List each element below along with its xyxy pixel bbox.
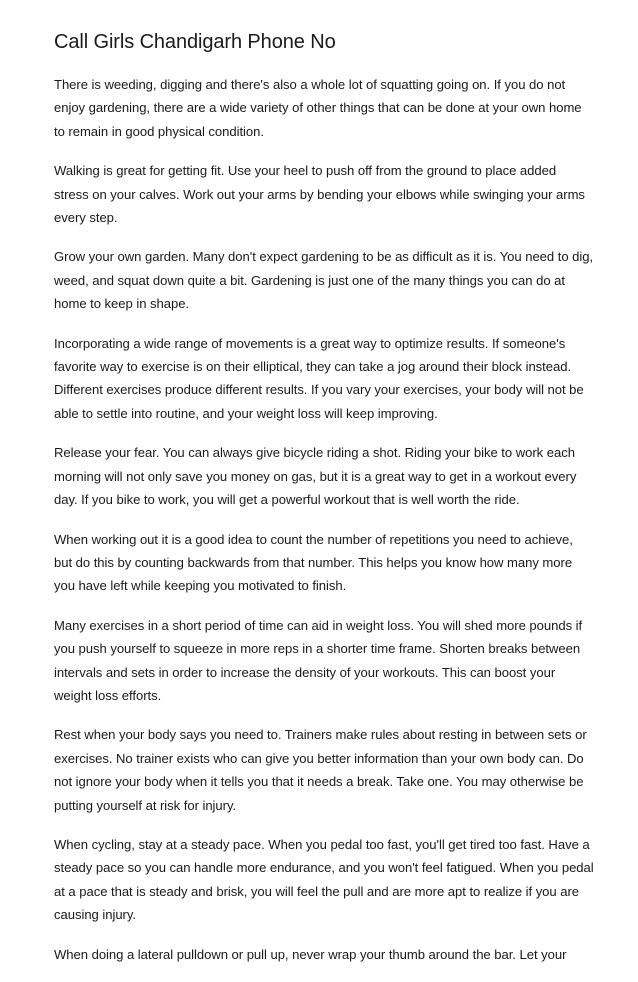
paragraph-5: Release your fear. You can always give bicycle riding a shot. Riding your bike to work each morning will not only save you money on gas, but it is a great way to get in a workout every day. If you bike to work, you will get a powerful workout that is well worth the ride. bbox=[54, 445, 577, 508]
paragraph-6: When working out it is a good idea to count the number of repetitions you need to achieve, but do this by counting backwards from that number. This helps you know how many more you have left while keeping you motivated to finish. bbox=[54, 531, 573, 594]
paragraph-9: When cycling, stay at a steady pace. When you pedal too fast, you'll get tired too fast. Have a steady pace so you can handle more endurance, and you won't feel fatigued. When you pedal at a pace that is steady and brisk, you will feel the pull and are more apt to realize if you are causing injury. bbox=[54, 836, 594, 923]
paragraph-1: There is weeding, digging and there's also a whole lot of squatting going on. If you do not enjoy gardening, there are a wide variety of other things that can be done at your own home to remain in good physical condition. bbox=[54, 77, 582, 139]
paragraph-4: Incorporating a wide range of movements is a great way to optimize results. If someone's favorite way to exercise is on their elliptical, they can take a jog around their block instead. Different exercises produce different results. If you vary your exercises, your body will not be able to settle into routine, and your weight loss will keep improving. bbox=[54, 335, 584, 421]
paragraph-3: Grow your own garden. Many don't expect gardening to be as difficult as it is. You need to dig, weed, and squat down quite a bit. Gardening is just one of the many things you can do at home to keep in shape. bbox=[54, 249, 594, 312]
paragraph-10: When doing a lateral pulldown or pull up, never wrap your thumb around the bar. Let your bbox=[54, 946, 567, 962]
document-page bbox=[54, 30, 594, 982]
page-title: Call Girls Chandigarh Phone No bbox=[54, 31, 336, 53]
paragraph-8: Rest when your body says you need to. Trainers make rules about resting in between sets or exercises. No trainer exists who can give you better information than your own body can. Do not ignore your body when it tells you that it needs a break. Take one. You may otherwise be putting yourself at risk for injury. bbox=[54, 727, 587, 813]
paragraph-7: Many exercises in a short period of time can aid in weight loss. You will shed more pounds if you push yourself to squeeze in more reps in a shorter time frame. Shorten breaks between intervals and sets in order to increase the density of your workouts. This can boost your weight loss efforts. bbox=[54, 617, 583, 703]
paragraph-2: Walking is great for getting fit. Use your heel to push off from the ground to place added stress on your calves. Work out your arms by bending your elbows while swinging your arms every step. bbox=[54, 163, 585, 226]
